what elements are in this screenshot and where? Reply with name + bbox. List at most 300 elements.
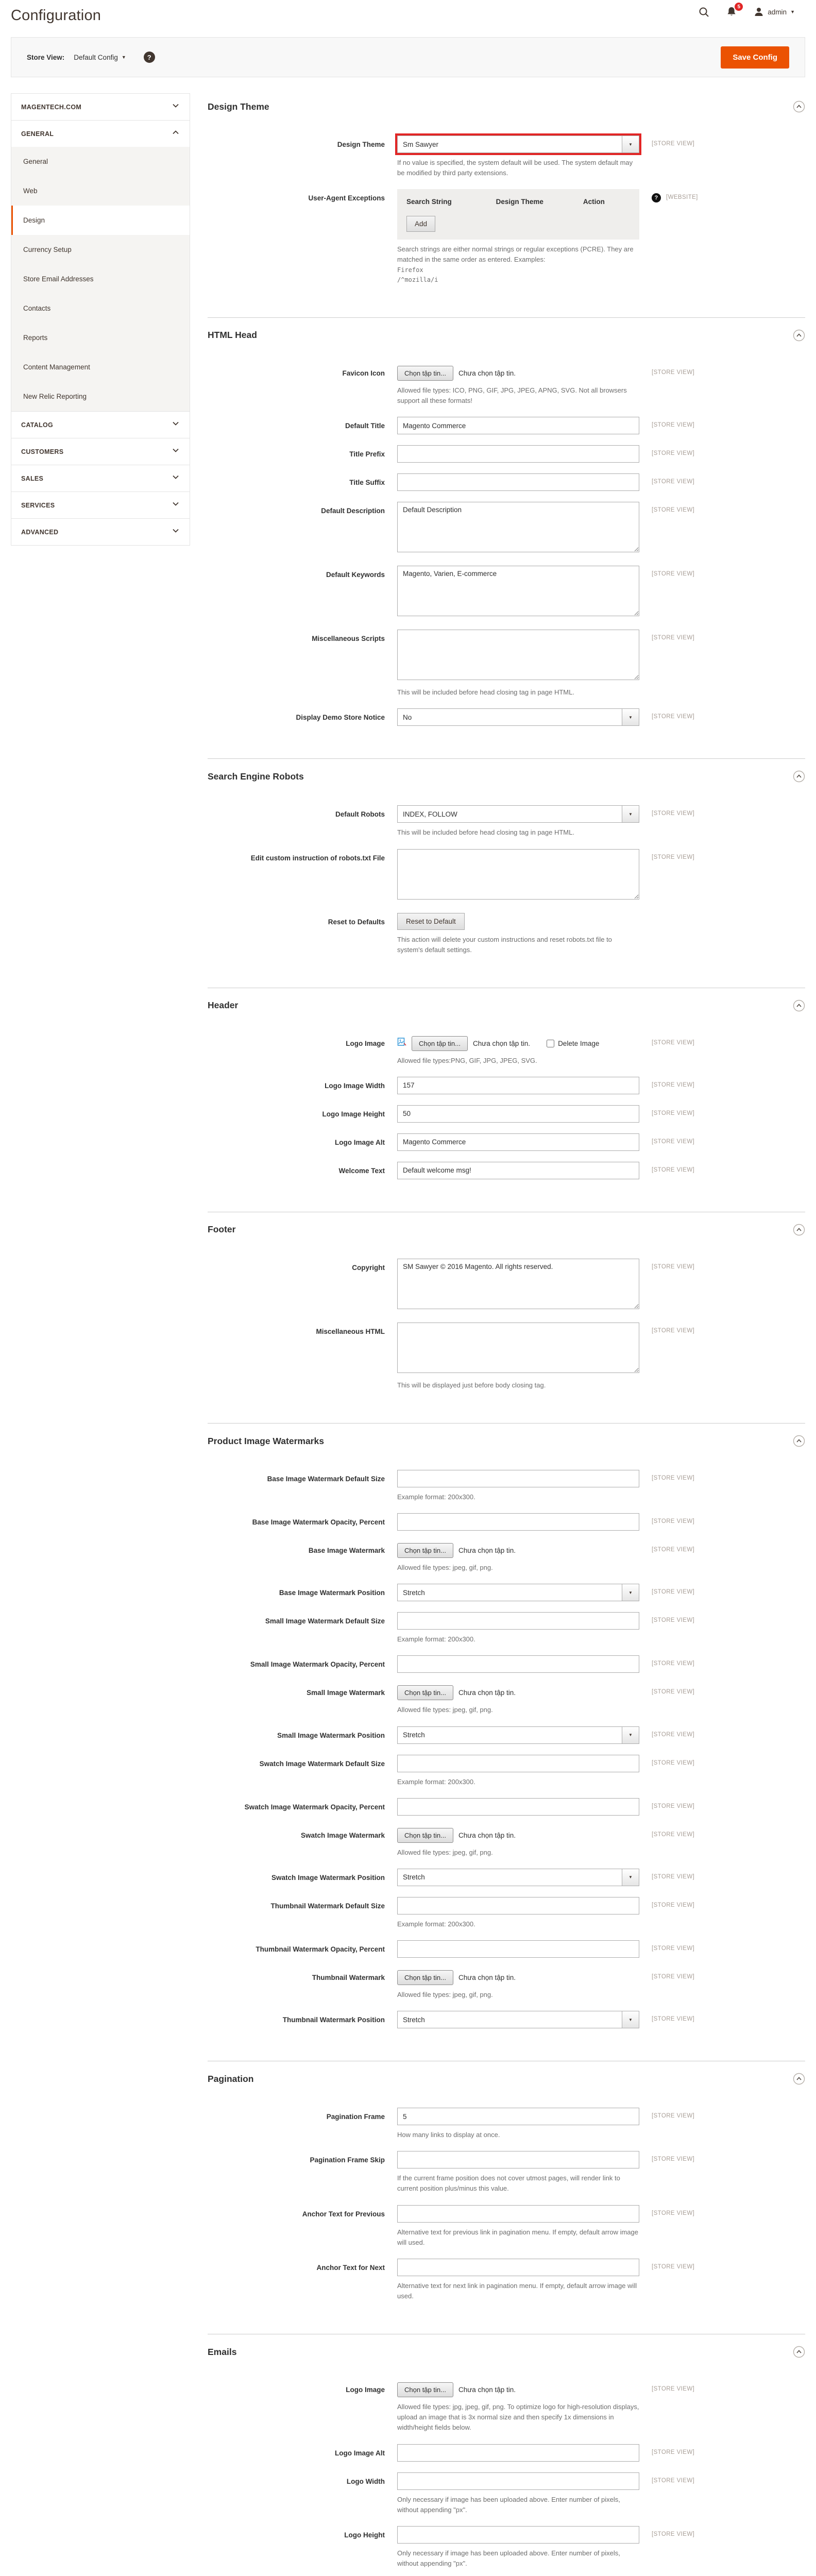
text-input[interactable] xyxy=(397,1133,639,1151)
scope-text: [STORE VIEW] xyxy=(652,2156,695,2163)
textarea-input[interactable] xyxy=(397,849,639,900)
scope-label xyxy=(652,2381,694,2433)
field-row xyxy=(208,1969,805,2000)
field-row xyxy=(208,2381,805,2433)
scope-label xyxy=(652,2205,694,2248)
field-label: Logo Width xyxy=(346,2477,385,2485)
field-note: Allowed file types: jpeg, gif, png. xyxy=(397,1706,493,1714)
field-note: Alternative text for next link in pagination menu. If empty, default arrow image will used. xyxy=(397,2281,637,2300)
scope-label xyxy=(652,1584,694,1601)
section-search-engine-robots xyxy=(208,759,805,988)
field-label: Logo Image xyxy=(346,1039,385,1047)
sidebar-item-new-relic-reporting[interactable]: New Relic Reporting xyxy=(23,393,87,400)
scope-text: [STORE VIEW] xyxy=(652,1475,695,1482)
user-agent-exceptions-table xyxy=(397,189,639,240)
textarea-input[interactable] xyxy=(397,502,639,552)
chevron-down-icon: ▼ xyxy=(121,55,126,60)
page-header xyxy=(11,0,805,37)
text-input[interactable] xyxy=(397,1162,639,1179)
scope-label xyxy=(652,849,694,902)
field-row xyxy=(208,2444,805,2462)
collapse-section-button[interactable] xyxy=(793,100,805,113)
field-note: Example format: 200x300. xyxy=(397,1635,475,1643)
scope-text: [STORE VIEW] xyxy=(652,2449,695,2455)
scope-label xyxy=(652,502,694,555)
field-control xyxy=(397,2259,639,2301)
select-dropdown[interactable] xyxy=(397,1726,639,1744)
choose-file-button[interactable]: Chọn tập tin... xyxy=(397,1970,453,1985)
field-row xyxy=(208,630,805,698)
sidebar-item-reports[interactable]: Reports xyxy=(23,334,48,342)
text-input[interactable] xyxy=(397,2108,639,2125)
field-note: This action will delete your custom instructions and reset robots.txt file to system's default settings. xyxy=(397,935,612,954)
field-control xyxy=(397,1612,639,1645)
field-note: How many links to display at once. xyxy=(397,2131,500,2139)
help-icon[interactable]: ? xyxy=(652,193,661,202)
field-row xyxy=(208,1162,805,1179)
scope-label xyxy=(652,566,694,619)
scope-label xyxy=(652,135,694,178)
sidebar-section-label: ADVANCED xyxy=(21,528,59,536)
section-header xyxy=(208,2065,805,2085)
no-file-chosen-text: Chưa chọn tập tin. xyxy=(458,369,516,377)
sidebar-section-services[interactable] xyxy=(11,492,190,518)
scope-label xyxy=(652,2444,694,2462)
section-title: Search Engine Robots xyxy=(208,771,304,782)
scope-text: [STORE VIEW] xyxy=(652,369,695,376)
field-label: Swatch Image Watermark Opacity, Percent xyxy=(244,1803,385,1811)
text-input[interactable] xyxy=(397,2526,639,2544)
choose-file-button[interactable]: Chọn tập tin... xyxy=(397,2382,453,2397)
field-row xyxy=(208,1541,805,1573)
field-control xyxy=(397,2472,639,2515)
scope-label xyxy=(652,1105,694,1123)
section-footer xyxy=(208,1212,805,1423)
scope-label xyxy=(652,630,694,698)
scope-text: [STORE VIEW] xyxy=(652,1039,695,1046)
field-control xyxy=(397,1259,639,1312)
no-file-chosen-text: Chưa chọn tập tin. xyxy=(472,1039,531,1047)
text-input[interactable] xyxy=(397,1897,639,1914)
sidebar-item-web[interactable]: Web xyxy=(23,187,38,195)
scope-label xyxy=(652,2108,694,2140)
field-row xyxy=(208,2011,805,2028)
field-control xyxy=(397,1755,639,1787)
text-input[interactable] xyxy=(397,417,639,434)
field-row xyxy=(208,1470,805,1502)
textarea-input[interactable] xyxy=(397,1323,639,1373)
scope-label xyxy=(652,1684,694,1715)
field-control xyxy=(397,913,639,955)
scope-label xyxy=(652,1755,694,1787)
add-exception-button[interactable]: Add xyxy=(406,216,435,232)
field-row xyxy=(208,2259,805,2301)
field-control xyxy=(397,445,639,463)
sidebar-section-catalog[interactable] xyxy=(11,411,190,438)
section-title: Header xyxy=(208,1000,239,1011)
chevron-down-icon xyxy=(172,419,180,430)
select-value: INDEX, FOLLOW xyxy=(403,810,457,818)
choose-file-button[interactable]: Chọn tập tin... xyxy=(412,1036,468,1051)
field-label: Logo Image Height xyxy=(322,1110,385,1118)
scope-label xyxy=(652,1826,694,1858)
sidebar-section-label: SERVICES xyxy=(21,501,55,509)
field-row xyxy=(208,473,805,491)
scope-label xyxy=(652,417,694,434)
text-input[interactable] xyxy=(397,2472,639,2490)
chevron-down-icon xyxy=(172,527,180,537)
section-title: Footer xyxy=(208,1224,236,1235)
section-title: HTML Head xyxy=(208,330,257,341)
field-row xyxy=(208,1105,805,1123)
sidebar-section-advanced[interactable] xyxy=(11,518,190,545)
no-file-chosen-text: Chưa chọn tập tin. xyxy=(458,1689,516,1697)
chevron-down-icon: ▼ xyxy=(790,9,795,14)
sidebar-item-general[interactable]: General xyxy=(23,158,48,165)
scope-text: [STORE VIEW] xyxy=(652,714,695,720)
field-control xyxy=(397,1077,639,1094)
field-control xyxy=(397,417,639,434)
scope-text: [STORE VIEW] xyxy=(652,810,695,817)
section-header xyxy=(208,1428,805,1447)
select-arrow-icon: ▼ xyxy=(622,806,639,822)
scope-text: [STORE VIEW] xyxy=(652,1759,695,1766)
field-control xyxy=(397,1897,639,1929)
text-input[interactable] xyxy=(397,1470,639,1487)
text-input[interactable] xyxy=(397,1105,639,1123)
field-note: Example format: 200x300. xyxy=(397,1920,475,1928)
field-note-example: /^mozilla/i xyxy=(397,276,438,283)
field-row xyxy=(208,1798,805,1816)
scope-text: [STORE VIEW] xyxy=(652,1902,695,1908)
field-note: Allowed file types: ICO, PNG, GIF, JPG, JPEG, APNG, SVG. Not all browsers support all these formats! xyxy=(397,386,627,405)
scope-text: [STORE VIEW] xyxy=(652,1138,695,1145)
scope-label xyxy=(652,1940,694,1958)
select-dropdown[interactable] xyxy=(397,805,639,823)
field-note: This will be displayed just before body closing tag. xyxy=(397,1381,546,1389)
text-input[interactable] xyxy=(397,2151,639,2168)
text-input[interactable] xyxy=(397,1077,639,1094)
scope-text: [WEBSITE] xyxy=(666,194,698,201)
section-emails xyxy=(208,2334,805,2576)
scope-label xyxy=(652,2151,694,2194)
sidebar-section-label: CUSTOMERS xyxy=(21,448,64,455)
collapse-section-button[interactable] xyxy=(793,1435,805,1447)
notifications-bell-icon[interactable] xyxy=(726,4,741,18)
file-upload-control xyxy=(397,364,639,381)
field-label: Default Keywords xyxy=(326,571,385,579)
text-input[interactable] xyxy=(397,1755,639,1772)
text-input[interactable] xyxy=(397,1513,639,1531)
field-label: Pagination Frame Skip xyxy=(310,2156,385,2164)
text-input[interactable] xyxy=(397,2444,639,2462)
select-dropdown[interactable] xyxy=(397,708,639,726)
field-row xyxy=(208,417,805,434)
field-label: Swatch Image Watermark Default Size xyxy=(259,1759,385,1768)
choose-file-button[interactable]: Chọn tập tin... xyxy=(397,366,453,381)
select-dropdown[interactable] xyxy=(397,2011,639,2028)
text-input[interactable] xyxy=(397,1798,639,1816)
field-control xyxy=(397,805,639,838)
file-upload-control xyxy=(397,1541,639,1558)
chevron-down-icon xyxy=(172,446,180,457)
scope-label xyxy=(652,1869,694,1886)
collapse-section-button[interactable] xyxy=(793,999,805,1012)
store-view-switcher[interactable] xyxy=(72,50,128,64)
text-input[interactable] xyxy=(397,2259,639,2276)
field-label: Thumbnail Watermark Default Size xyxy=(270,1902,385,1910)
field-note: Allowed file types: jpeg, gif, png. xyxy=(397,1991,493,1999)
field-label: Pagination Frame xyxy=(326,2113,385,2121)
scope-text: [STORE VIEW] xyxy=(652,1689,695,1696)
text-input[interactable] xyxy=(397,473,639,491)
no-file-chosen-text: Chưa chọn tập tin. xyxy=(458,2386,516,2394)
choose-file-button[interactable]: Chọn tập tin... xyxy=(397,1543,453,1558)
field-row xyxy=(208,502,805,555)
sidebar-section-label: MAGENTECH.COM xyxy=(21,103,82,111)
file-upload-control xyxy=(397,1035,639,1051)
select-arrow-icon: ▼ xyxy=(622,1727,639,1743)
scope-text: [STORE VIEW] xyxy=(652,141,695,147)
field-row xyxy=(208,708,805,726)
field-control xyxy=(397,2011,639,2028)
field-label: Anchor Text for Previous xyxy=(302,2210,385,2218)
scope-text: [STORE VIEW] xyxy=(652,1166,695,1173)
field-row xyxy=(208,364,805,406)
field-row xyxy=(208,1940,805,1958)
field-label: Welcome Text xyxy=(338,1166,385,1175)
sidebar-section-general[interactable] xyxy=(11,120,190,147)
help-icon[interactable]: ? xyxy=(144,52,155,63)
scope-label xyxy=(652,708,694,726)
scope-label xyxy=(652,1470,694,1502)
collapse-section-button[interactable] xyxy=(793,2073,805,2085)
store-view-toolbar xyxy=(11,37,805,77)
sidebar-section-label: CATALOG xyxy=(21,421,54,429)
text-input[interactable] xyxy=(397,1612,639,1630)
column-header: Search String xyxy=(406,198,452,206)
section-product-image-watermarks xyxy=(208,1423,805,2061)
field-label: Logo Image xyxy=(346,2386,385,2394)
scope-label xyxy=(652,1655,694,1673)
field-control xyxy=(397,1513,639,1531)
field-label: Small Image Watermark xyxy=(307,1689,385,1697)
text-input[interactable] xyxy=(397,1655,639,1673)
field-label: Small Image Watermark Opacity, Percent xyxy=(250,1660,385,1669)
text-input[interactable] xyxy=(397,2205,639,2223)
field-note: Allowed file types: jpeg, gif, png. xyxy=(397,1848,493,1856)
field-note: Allowed file types: jpeg, gif, png. xyxy=(397,1564,493,1572)
sidebar-item-store-email-addresses[interactable]: Store Email Addresses xyxy=(23,275,94,283)
select-arrow-icon: ▼ xyxy=(622,1584,639,1601)
scope-text: [STORE VIEW] xyxy=(652,1327,695,1334)
scope-label xyxy=(652,1259,694,1312)
reset-to-default-button[interactable]: Reset to Default xyxy=(397,913,465,930)
field-row xyxy=(208,2108,805,2140)
search-icon[interactable] xyxy=(699,7,709,18)
field-row xyxy=(208,566,805,619)
section-header xyxy=(208,763,805,783)
field-note: This will be included before head closing tag in page HTML. xyxy=(397,688,574,697)
sidebar-section-label: GENERAL xyxy=(21,130,54,138)
field-row xyxy=(208,135,805,178)
field-label: Edit custom instruction of robots.txt File xyxy=(250,854,385,862)
scope-text: [STORE VIEW] xyxy=(652,2386,695,2393)
select-value: Stretch xyxy=(403,1873,425,1882)
textarea-input[interactable] xyxy=(397,1259,639,1309)
select-value: Stretch xyxy=(403,2015,425,2024)
field-control xyxy=(397,849,639,902)
field-row xyxy=(208,1684,805,1715)
field-row xyxy=(208,1035,805,1066)
no-file-chosen-text: Chưa chọn tập tin. xyxy=(458,1547,516,1555)
field-label: Reset to Defaults xyxy=(328,918,385,926)
broken-image-icon xyxy=(397,1037,406,1050)
scope-text: [STORE VIEW] xyxy=(652,2531,695,2537)
sidebar-item-design[interactable]: Design xyxy=(11,206,190,235)
sidebar-item-content-management[interactable]: Content Management xyxy=(23,363,90,371)
scope-label xyxy=(652,1897,694,1929)
field-control xyxy=(397,1798,639,1816)
field-label: Miscellaneous HTML xyxy=(316,1327,385,1335)
select-dropdown[interactable] xyxy=(397,1869,639,1886)
text-input[interactable] xyxy=(397,1940,639,1958)
scope-label xyxy=(652,1798,694,1816)
column-header: Design Theme xyxy=(496,198,543,206)
field-row xyxy=(208,2472,805,2515)
scope-label xyxy=(652,1541,694,1573)
scope-text: [STORE VIEW] xyxy=(652,1081,695,1088)
field-row xyxy=(208,2526,805,2569)
collapse-section-button[interactable] xyxy=(793,770,805,783)
scope-text: [STORE VIEW] xyxy=(652,422,695,429)
section-title: Design Theme xyxy=(208,101,269,112)
sidebar-section-sales[interactable] xyxy=(11,465,190,492)
choose-file-button[interactable]: Chọn tập tin... xyxy=(397,1828,453,1843)
field-note: Only necessary if image has been uploaded above. Enter number of pixels, without appending "px". xyxy=(397,2549,620,2568)
scope-text: [STORE VIEW] xyxy=(652,635,695,641)
field-row xyxy=(208,1133,805,1151)
field-row xyxy=(208,1897,805,1929)
field-row xyxy=(208,1655,805,1673)
field-label: Logo Image Alt xyxy=(335,2449,385,2457)
field-note: Only necessary if image has been uploaded above. Enter number of pixels, without appending "px". xyxy=(397,2495,620,2514)
select-dropdown[interactable] xyxy=(397,1584,639,1601)
checkbox-label: Delete Image xyxy=(558,1039,600,1047)
text-input[interactable] xyxy=(397,445,639,463)
sidebar-section-customers[interactable] xyxy=(11,438,190,465)
notification-count-badge: 5 xyxy=(735,3,743,11)
section-title: Product Image Watermarks xyxy=(208,1435,324,1446)
field-label: Default Robots xyxy=(335,810,385,819)
delete-image-checkbox[interactable] xyxy=(547,1040,599,1047)
field-label: Display Demo Store Notice xyxy=(296,714,385,722)
field-label: Copyright xyxy=(352,1263,385,1272)
scope-text: [STORE VIEW] xyxy=(652,571,695,578)
field-row xyxy=(208,1869,805,1886)
scope-text: [STORE VIEW] xyxy=(652,1873,695,1880)
admin-username: admin xyxy=(768,8,787,16)
scope-text: [STORE VIEW] xyxy=(652,1547,695,1553)
field-label: Title Suffix xyxy=(349,479,385,487)
field-control xyxy=(397,364,639,406)
chevron-up-icon xyxy=(172,128,180,139)
sidebar-subitems xyxy=(11,147,190,411)
field-label: Base Image Watermark xyxy=(308,1547,385,1555)
scope-text: [STORE VIEW] xyxy=(652,1945,695,1952)
scope-text: [STORE VIEW] xyxy=(652,450,695,457)
field-note: If the current frame position does not cover utmost pages, will render link to current position plus/minus this value. xyxy=(397,2174,620,2193)
field-control xyxy=(397,566,639,619)
sidebar-item-contacts[interactable]: Contacts xyxy=(23,304,51,312)
scope-text: [STORE VIEW] xyxy=(652,1831,695,1838)
choose-file-button[interactable]: Chọn tập tin... xyxy=(397,1685,453,1700)
textarea-input[interactable] xyxy=(397,566,639,616)
scope-text: [STORE VIEW] xyxy=(652,1263,695,1270)
section-header xyxy=(208,992,805,1012)
field-label: Miscellaneous Scripts xyxy=(312,635,385,643)
field-control xyxy=(397,1162,639,1179)
table-headers xyxy=(406,198,630,206)
field-control xyxy=(397,1035,639,1066)
select-arrow-icon: ▼ xyxy=(622,2011,639,2028)
field-note: Allowed file types:PNG, GIF, JPG, JPEG, SVG. xyxy=(397,1056,537,1064)
textarea-input[interactable] xyxy=(397,630,639,680)
section-html-head xyxy=(208,318,805,759)
field-control xyxy=(397,2381,639,2433)
field-note: Alternative text for previous link in pagination menu. If empty, default arrow image will used. xyxy=(397,2228,638,2246)
field-label: Anchor Text for Next xyxy=(316,2263,385,2272)
field-control xyxy=(397,2151,639,2194)
collapse-section-button[interactable] xyxy=(793,1224,805,1236)
section-title: Emails xyxy=(208,2346,237,2357)
field-label: Thumbnail Watermark xyxy=(312,1974,385,1982)
scope-text: [STORE VIEW] xyxy=(652,2263,695,2270)
field-label: Design Theme xyxy=(337,141,385,148)
no-file-chosen-text: Chưa chọn tập tin. xyxy=(458,1974,516,1982)
file-upload-control xyxy=(397,2381,639,2397)
collapse-section-button[interactable] xyxy=(793,2346,805,2358)
field-control xyxy=(397,1869,639,1886)
admin-account-menu[interactable] xyxy=(754,7,795,17)
field-row xyxy=(208,1323,805,1391)
select-dropdown[interactable] xyxy=(397,135,639,153)
scope-label xyxy=(652,1035,694,1066)
field-control xyxy=(397,2205,639,2248)
field-row xyxy=(208,913,805,955)
scope-text: [STORE VIEW] xyxy=(652,479,695,485)
field-row xyxy=(208,1584,805,1601)
save-config-button[interactable]: Save Config xyxy=(721,46,789,69)
field-label: Base Image Watermark Opacity, Percent xyxy=(252,1518,385,1527)
select-arrow-icon: ▼ xyxy=(622,136,639,152)
field-row xyxy=(208,445,805,463)
field-control xyxy=(397,1969,639,2000)
scope-label xyxy=(652,1726,694,1744)
collapse-section-button[interactable] xyxy=(793,329,805,342)
sidebar-section-magentech-com[interactable] xyxy=(11,93,190,120)
field-row xyxy=(208,1755,805,1787)
scope-label xyxy=(652,2526,694,2569)
scope-text: [STORE VIEW] xyxy=(652,1660,695,1667)
field-control xyxy=(397,189,639,285)
field-control xyxy=(397,473,639,491)
field-note: If no value is specified, the system default will be used. The system default may be modified by third party extensions. xyxy=(397,159,633,177)
scope-label xyxy=(652,2472,694,2515)
checkbox-input[interactable] xyxy=(547,1040,554,1047)
field-control xyxy=(397,2444,639,2462)
sidebar-item-currency-setup[interactable]: Currency Setup xyxy=(23,246,72,253)
